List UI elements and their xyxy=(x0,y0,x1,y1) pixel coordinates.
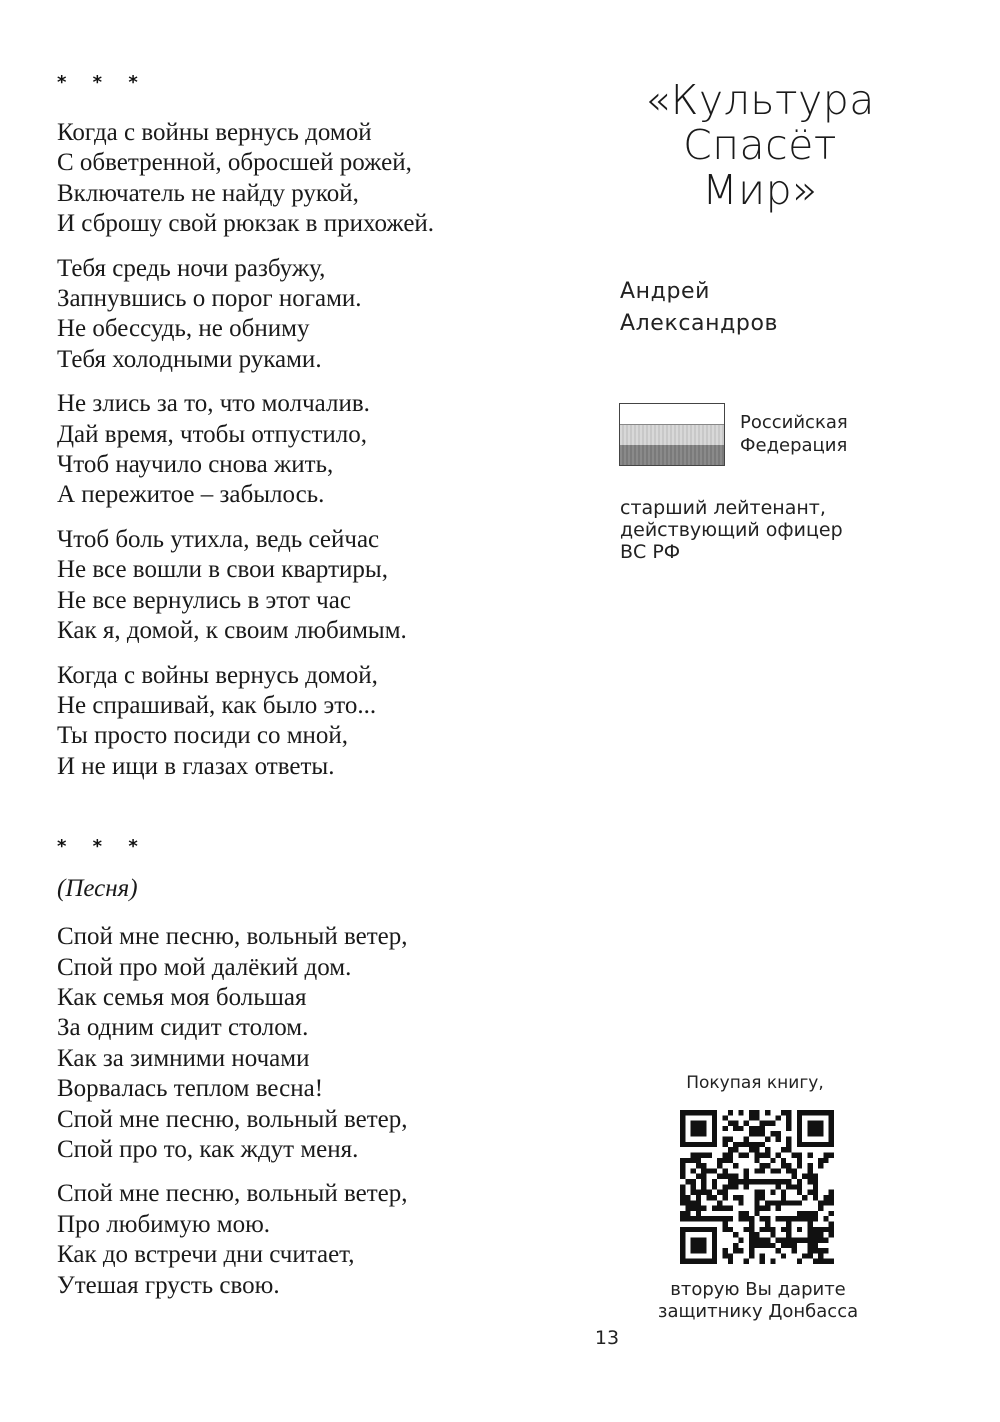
poem-separator: * * * xyxy=(57,836,148,858)
poem-line: Чтоб боль утихла, ведь сейчас xyxy=(57,525,380,553)
stanza xyxy=(57,389,577,511)
poem-line: Спой мне песню, вольный ветер, xyxy=(57,1180,408,1208)
gift-line: вторую Вы дарите xyxy=(670,1279,846,1300)
russian-flag-icon xyxy=(619,403,725,466)
poem-line: Когда с войны вернусь домой xyxy=(57,119,372,146)
poem-line: Когда с войны вернусь домой, xyxy=(57,661,378,689)
poem-separator: * * * xyxy=(57,72,148,93)
poem-line: Ты просто посиди со мной, xyxy=(57,722,349,750)
author-line: Андрей xyxy=(620,279,711,304)
poem-line: И не ищи в глазах ответы. xyxy=(57,752,335,780)
gift-line: защитнику Донбасса xyxy=(657,1301,859,1322)
poem-line: Не обессудь, не обниму xyxy=(57,315,310,343)
poem-line: Тебя холодными руками. xyxy=(57,345,322,373)
poem-line: Как семья моя большая xyxy=(57,983,307,1011)
book-title xyxy=(610,78,910,213)
poem-line: Как я, домой, к своим любимым. xyxy=(57,617,407,645)
poem-line: Чтоб научило снова жить, xyxy=(57,451,334,479)
poem-line: Не злись за то, что молчалив. xyxy=(57,390,370,418)
poem-line: Утешая грусть свою. xyxy=(57,1271,280,1299)
poem-line: Про любимую мою. xyxy=(57,1210,271,1238)
stanza xyxy=(57,525,577,647)
page-number: 13 xyxy=(594,1327,620,1349)
poem-line: Спой про мой далёкий дом. xyxy=(57,953,352,981)
poem-line: Спой про то, как ждут меня. xyxy=(57,1135,359,1163)
stanza xyxy=(57,118,577,240)
poem-line: Как до встречи дни считает, xyxy=(57,1241,355,1269)
qr-code-icon[interactable] xyxy=(680,1110,834,1264)
poem-line: С обветренной, обросшей рожей, xyxy=(57,149,412,177)
stanza xyxy=(57,254,577,376)
poem-line: Ворвалась теплом весна! xyxy=(57,1075,324,1103)
flag-band-white xyxy=(620,404,724,425)
buy-book-text: Покупая книгу, xyxy=(686,1073,824,1093)
country-line: Федерация xyxy=(740,435,848,456)
poem-subtitle: (Песня) xyxy=(57,875,138,903)
author-rank xyxy=(620,497,843,563)
title-line: Мир» xyxy=(702,166,818,214)
poem-line: Включатель не найду рукой, xyxy=(57,179,359,207)
poem-line: А пережитое – забылось. xyxy=(57,481,325,509)
poem-line: И сброшу свой рюкзак в прихожей. xyxy=(57,210,435,238)
stanza xyxy=(57,1179,577,1301)
poem-line: Как за зимними ночами xyxy=(57,1044,310,1072)
flag-band-red xyxy=(620,445,724,465)
stanza xyxy=(57,922,577,1165)
poem-line: Запнувшись о порог ногами. xyxy=(57,285,362,313)
rank-line: ВС РФ xyxy=(620,541,681,563)
gift-text xyxy=(628,1279,888,1323)
poem-line: Тебя средь ночи разбужу, xyxy=(57,254,326,282)
poem-line: Не спрашивай, как было это... xyxy=(57,691,377,719)
rank-line: действующий офицер xyxy=(620,519,843,541)
poem-line: Не все вернулись в этот час xyxy=(57,586,351,614)
poem-line: За одним сидит столом. xyxy=(57,1014,309,1042)
country-line: Российская xyxy=(740,412,848,433)
poem-line: Дай время, чтобы отпустило, xyxy=(57,420,368,448)
poems-column xyxy=(57,72,577,1301)
poem-line: Не все вошли в свои квартиры, xyxy=(57,556,388,584)
author-name xyxy=(620,276,778,340)
stanza xyxy=(57,661,577,783)
rank-line: старший лейтенант, xyxy=(620,497,826,519)
flag-band-blue xyxy=(620,425,724,445)
author-line: Александров xyxy=(620,311,779,336)
title-line: «Культура xyxy=(645,76,875,124)
poem-line: Спой мне песню, вольный ветер, xyxy=(57,923,408,951)
title-line: Спасёт xyxy=(683,121,837,169)
country-label xyxy=(740,411,848,457)
poem-line: Спой мне песню, вольный ветер, xyxy=(57,1105,408,1133)
